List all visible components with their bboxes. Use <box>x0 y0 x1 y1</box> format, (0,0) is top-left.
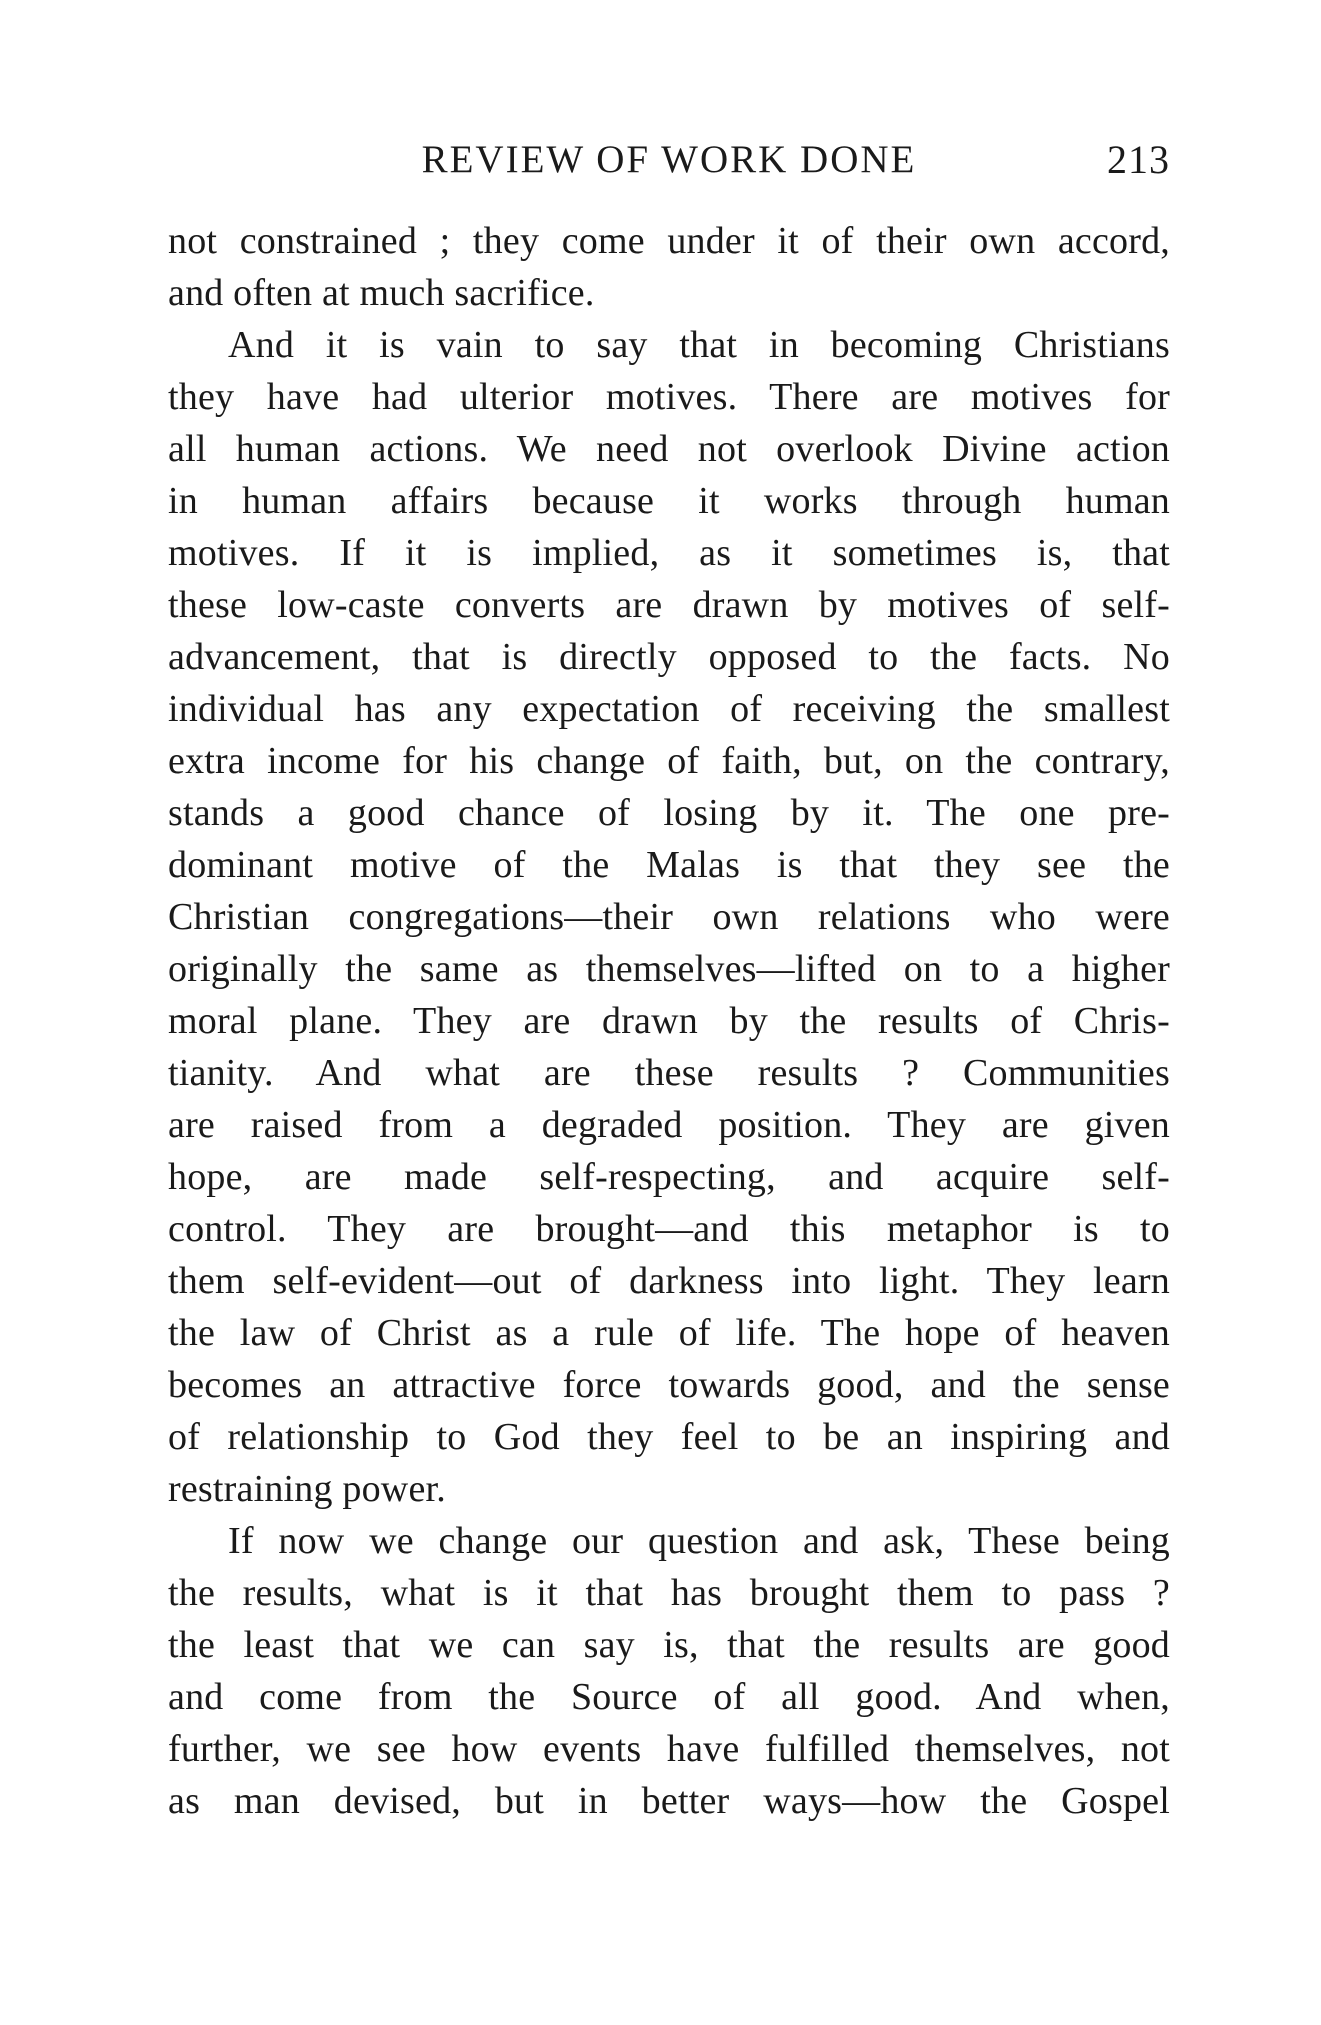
text-line: further, we see how events have fulfilled themselves, not <box>168 1728 1170 1770</box>
text-line: as man devised, but in better ways—how the Gospel <box>168 1780 1170 1822</box>
text-line: dominant motive of the Malas is that they see the <box>168 844 1170 886</box>
running-head <box>168 135 1170 185</box>
text-line: the least that we can say is, that the results are good <box>168 1624 1170 1666</box>
text-line: not constrained ; they come under it of their own accord, <box>168 220 1170 262</box>
text-line: hope, are made self-respecting, and acquire self- <box>168 1156 1170 1198</box>
text-line: them self-evident—out of darkness into light. They learn <box>168 1260 1170 1302</box>
running-title: REVIEW OF WORK DONE <box>421 138 917 181</box>
text-line: stands a good chance of losing by it. The one pre- <box>168 792 1170 834</box>
text-line: And it is vain to say that in becoming Christians <box>228 324 1170 366</box>
text-line: are raised from a degraded position. They are given <box>168 1104 1170 1146</box>
text-line: they have had ulterior motives. There are motives for <box>168 376 1170 418</box>
text-line: the law of Christ as a rule of life. The hope of heaven <box>168 1312 1170 1354</box>
text-line: tianity. And what are these results ? Communities <box>168 1052 1170 1094</box>
text-line: these low-caste converts are drawn by motives of self- <box>168 584 1170 626</box>
text-line: motives. If it is implied, as it sometimes is, that <box>168 532 1170 574</box>
text-line: Christian congregations—their own relations who were <box>168 896 1170 938</box>
text-line: extra income for his change of faith, but, on the contrary, <box>168 740 1170 782</box>
text-line: the results, what is it that has brought them to pass ? <box>168 1572 1170 1614</box>
text-line: and often at much sacrifice. <box>168 272 595 314</box>
text-line: individual has any expectation of receiving the smallest <box>168 688 1170 730</box>
page-number: 213 <box>1107 137 1170 182</box>
text-line: in human affairs because it works through human <box>168 480 1170 522</box>
text-line: becomes an attractive force towards good, and the sense <box>168 1364 1170 1406</box>
text-line: of relationship to God they feel to be an inspiring and <box>168 1416 1170 1458</box>
text-line: restraining power. <box>168 1468 446 1510</box>
text-line: originally the same as themselves—lifted on to a higher <box>168 948 1170 990</box>
text-line: If now we change our question and ask, These being <box>228 1520 1170 1562</box>
text-line: all human actions. We need not overlook Divine action <box>168 428 1170 470</box>
text-line: and come from the Source of all good. And when, <box>168 1676 1170 1718</box>
text-line: advancement, that is directly opposed to the facts. No <box>168 636 1170 678</box>
body-text <box>168 215 1170 1827</box>
text-line: control. They are brought—and this metaphor is to <box>168 1208 1170 1250</box>
text-line: moral plane. They are drawn by the results of Chris- <box>168 1000 1170 1042</box>
